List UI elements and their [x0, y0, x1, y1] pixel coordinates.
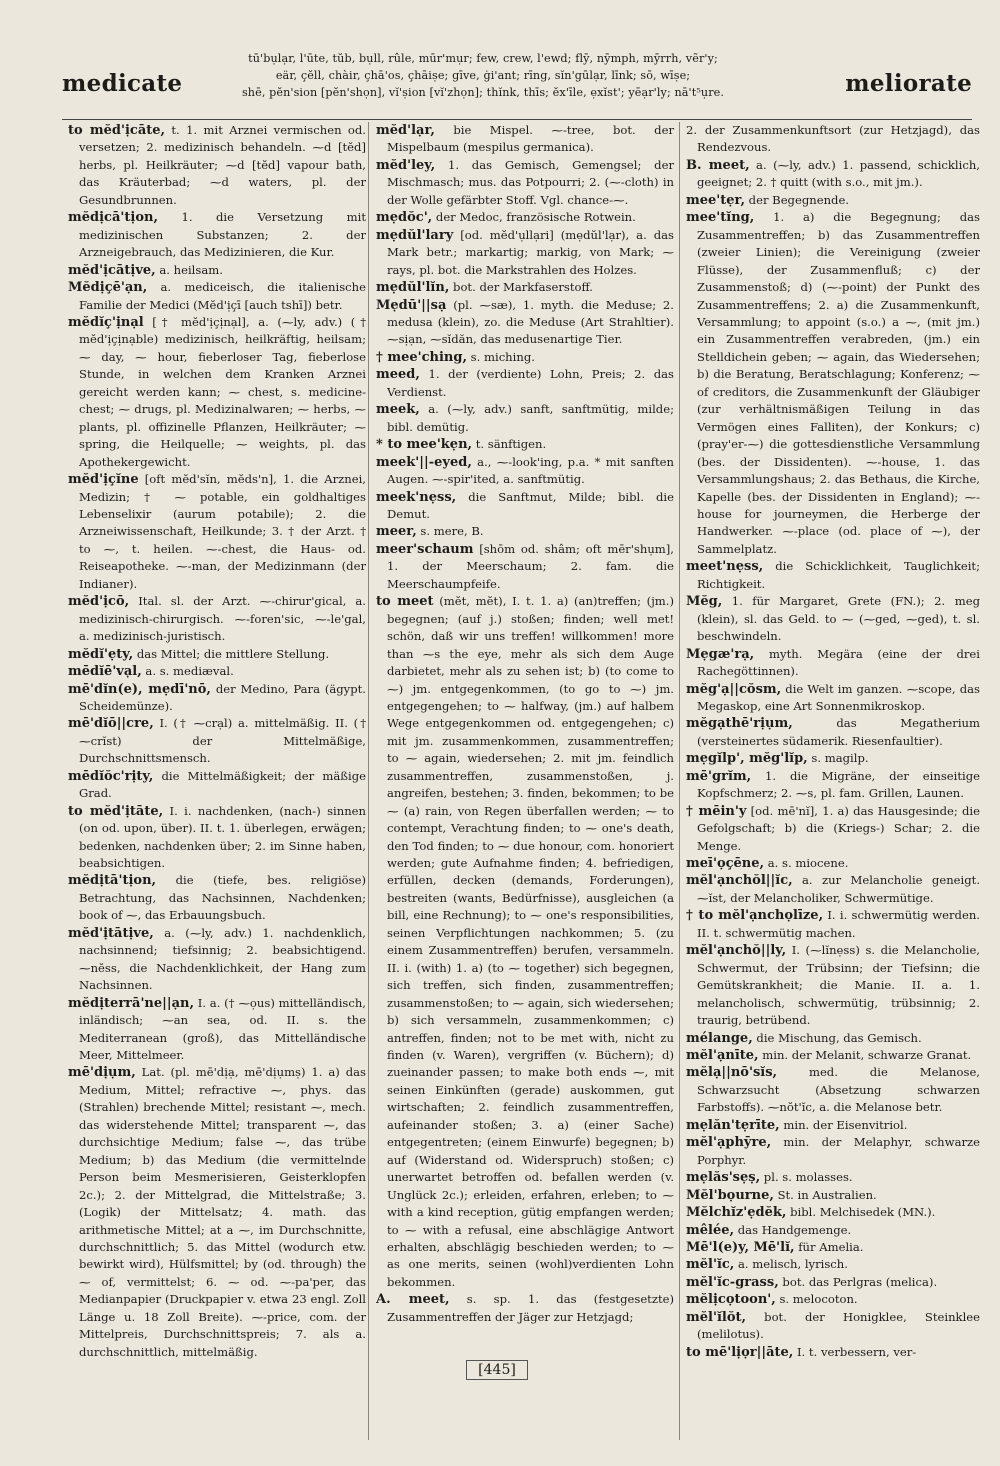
dictionary-entry: [686, 1047, 980, 1064]
entry-headword: mĕd'ịçĭne: [68, 472, 139, 488]
entry-definition: [od. mē'nĭ], 1. a) das Hausgesinde; die Gefolgschaft; b) die (Kriegs-) Schar; 2. die Menge.: [697, 803, 980, 853]
dictionary-entry: [376, 297, 674, 349]
dictionary-entry: [686, 1030, 980, 1047]
entry-definition: med. die Melanose, Schwarzsucht (Absetzung schwarzen Farbstoffs). ⁓nŏt'ĭc, a. die Melanose betr.: [697, 1065, 980, 1115]
entry-definition: die Welt im ganzen. ⁓scope, das Megaskop, eine Art Sonnenmikroskop.: [697, 681, 980, 713]
entry-headword: Mẹgæ'rạ,: [686, 646, 755, 662]
entry-headword: † to mĕl'ạnchọlīze,: [686, 908, 824, 924]
entry-definition: Lat. (pl. mē'dịạ, mē'dịụmṣ) 1. a) das Medium, Mittel; refractive ⁓, phys. das (Strahlen) brechende Mittel; resistant ⁓, mech. das widerstehende Mittel; transparent ⁓, das durchsichtige Medium; false ⁓, das trübe Medium; b) das Medium (die vermittelnde Person beim Mesmerisieren, Geisterklopfen 2c.); 2. der Mittelgrad, die Mittelstraße; 3. (Logik) der Mittelsatz; 4. math. das arithmetische Mittel; at a ⁓, im Durchschnitte, durchschnittlich; 5. das Mittel (wodurch etw. bewirkt wird), Hülfsmittel; by (od. through) the ⁓ of, vermittelst; 6. ⁓ od. ⁓-pa'per, das Medianpapier (Druckpapier v. etwa 23 engl. Zoll Länge u. 18 Zoll Breite). ⁓-price, com. der Mittelpreis, Durchschnittspreis; 7. als a. durchschnittlich, mittelmäßig.: [79, 1065, 366, 1359]
entry-headword: meek'nẹss,: [376, 489, 457, 505]
dictionary-entry: [376, 1291, 674, 1326]
entry-headword: mĕdịcā'tịon,: [68, 210, 158, 226]
entry-definition: s. magilp.: [807, 751, 869, 766]
entry-definition: die Mittelmäßigkeit; der mäßige Grad.: [79, 768, 366, 801]
entry-definition: der Medino, Para (ägypt. Scheidemünze).: [79, 681, 366, 713]
running-head: [62, 46, 972, 114]
dictionary-entry: [376, 279, 674, 296]
dictionary-entry: [686, 907, 980, 942]
entry-headword: meet'nẹss,: [686, 559, 764, 575]
dictionary-entry: [376, 366, 674, 401]
entry-definition: min. der Eisenvitriol.: [779, 1117, 908, 1132]
entry-definition: [od. mĕd'ụllạri] (mẹdŭl'lạr), a. das Mark betr.; markartig; markig, von Mark; ⁓ rays, pl. bot. die Markstrahlen des Holzes.: [387, 227, 674, 277]
entry-headword: mee'tẹr,: [686, 192, 745, 208]
entry-definition: bot. der Markfaserstoff.: [449, 280, 593, 295]
entry-definition: s. melocoton.: [775, 1292, 858, 1307]
entry-definition: [oft mĕd'sĭn, mĕds'n], 1. die Arznei, Medizin; † ⁓ potable, ein goldhaltiges Lebenselixir (aurum potabile); 2. die Arzneiwissenschaft, Heilkunde; 3. † der Arzt. † to ⁓, t. heilen. ⁓-chest, die Haus- od. Reiseapotheke. ⁓-man, der Medizinmann (der Indianer).: [79, 472, 366, 591]
dictionary-entry: [686, 715, 980, 750]
entry-headword: mĕlạ||nō'sĭs,: [686, 1065, 778, 1081]
entry-headword: Mĕlchĭz'ẹdĕk,: [686, 1205, 787, 1221]
entry-headword: mĕl'ạnchŏ||ly,: [686, 943, 787, 959]
entry-headword: mĕd'ịtātịve,: [68, 925, 154, 941]
entry-definition: das Handgemenge.: [734, 1222, 852, 1237]
column-2: [376, 122, 674, 1440]
entry-definition: bot. der Honigklee, Steinklee (melilotus).: [697, 1309, 980, 1342]
entry-definition: min. der Melaphyr, schwarze Porphyr.: [697, 1135, 980, 1167]
entry-headword: mẹdŭl'lĭn,: [376, 280, 450, 296]
entry-headword: Mĕl'bọurne,: [686, 1187, 774, 1203]
dictionary-entry: [686, 768, 980, 803]
dictionary-entry: [68, 768, 366, 803]
entry-headword: Mĕdịçē'ạn,: [68, 280, 148, 296]
entry-definition: für Amelia.: [794, 1240, 864, 1254]
entry-headword: mēdĭē'vạl,: [68, 664, 142, 680]
dictionary-entry: [68, 995, 366, 1065]
entry-definition: s. sp. 1. das (festgesetzte) Zusammentreffen der Jäger zur Hetzjagd;: [387, 1292, 674, 1324]
dictionary-entry: [686, 1239, 980, 1256]
entry-headword: Mẹdū'||sạ: [376, 297, 447, 313]
entry-definition: a. s. mediæval.: [141, 664, 234, 679]
entry-headword: mĕgạthē'rịụm,: [686, 716, 793, 732]
entry-headword: mĕd'ịcātịve,: [68, 262, 156, 278]
entry-headword: mĕd'ịcō,: [68, 594, 130, 610]
dictionary-entry: [376, 157, 674, 209]
entry-headword: mĕlịcọtoon',: [686, 1292, 776, 1308]
dictionary-entry: [686, 209, 980, 558]
entry-definition: [† mĕd'ịçịnạl], a. (⁓ly, adv.) († mĕd'ịçịnạble) medizinisch, heilkräftig, heilsam; ⁓ day, ⁓ hour, fieberloser Tag, fieberlose Stunde, in welchen dem Kranken Arznei gereicht werden kann; ⁓ chest, s. medicine-chest; ⁓ drugs, pl. Medizinalwaren; ⁓ herbs, ⁓ plants, pl. offizinelle Pflanzen, Heilkräuter; ⁓ spring, die Heilquelle; ⁓ weights, pl. das Apothekergewicht.: [79, 314, 366, 469]
dictionary-entry: [686, 122, 980, 157]
dictionary-entry: [376, 209, 674, 226]
entry-definition: Ital. sl. der Arzt. ⁓-chirur'gical, a. medizinisch-chirurgisch. ⁓-foren'sic, ⁓-le'gal, a. medizinisch-juristisch.: [79, 594, 366, 644]
entry-definition: bie Mispel. ⁓-tree, bot. der Mispelbaum (mespilus germanica).: [387, 123, 674, 155]
dictionary-entry: [686, 942, 980, 1029]
dictionary-entry: [686, 1134, 980, 1169]
pronunciation-key-line: tū'bụlạr, l'ūte, tŭb, bụll, rûle, mūr'mụr; few, crew, l'ewd; flȳ, nȳmph, mȳrrh, vẽr'y;: [248, 52, 718, 65]
entry-definition: s. miching.: [466, 349, 535, 364]
entry-headword: † mēin'y: [686, 803, 747, 819]
dictionary-entry: [376, 401, 674, 436]
dictionary-entry: [686, 1344, 980, 1361]
entry-definition: [shōm od. shâm; oft mēr'shụm], 1. der Meerschaum; 2. fam. die Meerschaumpfeife.: [387, 541, 674, 591]
dictionary-entry: [68, 314, 366, 471]
entry-headword: meed,: [376, 367, 420, 383]
entry-headword: A. meet,: [376, 1292, 450, 1308]
dictionary-entry: [686, 157, 980, 192]
entry-headword: mĕl'ĭc-grass,: [686, 1274, 779, 1290]
entry-headword: mĕl'ĭlŏt,: [686, 1309, 747, 1325]
entry-headword: mĕg'ạ||cŏsm,: [686, 681, 782, 697]
entry-headword: mē'dĭn(e), mẹdī'nō,: [68, 681, 211, 697]
dictionary-entry: [686, 558, 980, 593]
entry-definition: (mĕt, mĕt), I. t. 1. a) (an)treffen; (jm.) begegnen; (auf j.) stoßen; finden; well met! schön, daß wir uns treffen! willkommen! more than ⁓s the eye, mehr als sich dem Auge darbietet, mehr als zu sehen ist; b) (to come to ⁓) jm. entgegenkommen, (to go to ⁓) jm. entgegengehen; to ⁓ halfway, (jm.) auf halbem Wege entgegenkommen od. entgegengehen; c) mit jm. zusammenkommen, zusammentreffen; to ⁓ again, wiedersehen; 2. mit jm. feindlich zusammentreffen, zusammenstoßen, j. angreifen, bestehen; 3. finden, bekommen; to be ⁓ (a) rain, von Regen überfallen werden; ⁓ to contempt, Verachtung finden; to ⁓ one's death, den Tod finden; to ⁓ due honour, com. honoriert werden; gute Aufnahme finden; 4. befriedigen, erfüllen, decken (demands, Forderungen), bestreiten (wants, Bedürfnisse), ausgleichen (a bill, eine Rechnung); to ⁓ one's responsibilities, seinen Verpflichtungen nachkommen; 5. (zu einem Zusammentreffen) berufen, versammeln. II. i. (with) 1. a) (to ⁓ together) sich begegnen, sich treffen, sich finden, zusammentreffen; zusammenstoßen; to ⁓ again, sich wiedersehen; b) sich versammeln, zusammenkommen; c) antreffen, finden; not to be met with, nicht zu finden (v. Waren), vergriffen (v. Büchern); d) zueinander passen; to make both ends ⁓, mit seinen Einkünften (gerade) auskommen, gut wirtschaften; 2. feindlich zusammentreffen, aufeinander stoßen; 3. a) (einer Sache) entgegentreten; (einem Einwurfe) begegnen; b) auf (Widerstand od. Widerspruch) stoßen; c) unerwartet betroffen od. befallen werden (v. Unglück 2c.); erleiden, erfahren, erleben; to ⁓ with a kind reception, gütig empfangen werden; to ⁓ with a refusal, eine abschlägige Antwort erhalten, abschlägig beschieden werden; to ⁓ as one merits, seinen (wohl)verdienten Lohn bekommen.: [387, 594, 674, 1289]
dictionary-entry: [68, 122, 366, 209]
entry-headword: mē'grĭm,: [686, 768, 752, 784]
entry-definition: 1. a) die Begegnung; das Zusammentreffen; b) das Zusammentreffen (zweier Linien); die Vereinigung (zweier Flüsse), der Zusammenfluß; c) der Zusammenstoß; d) (⁓-point) der Punkt des Zusammentreffens; 2. a) die Zusammenkunft, Versammlung; to appoint (s.o.) a ⁓, (mit jm.) ein Zusammentreffen verabreden, (jm.) ein Stelldichein geben; ⁓ again, das Wiedersehen; b) die Beratung, Beratschlagung; Konferenz; ⁓ of creditors, die Zusammenkunft der Gläubiger (zur verhältnismäßigen Teilung in das Vermögen eines Falliten), der Konkurs; c) (pray'er-⁓) die gottesdienstliche Versammlung (bes. der Dissidenten). ⁓-house, 1. das Versammlungshaus; 2. das Bethaus, die Kirche, Kapelle (bes. der Dissidenten in England); ⁓-house for journeymen, die Herberge der Handwerker. ⁓-place (od. place of ⁓), der Sammelplatz.: [697, 210, 980, 556]
dictionary-entry: [686, 1256, 980, 1273]
entry-headword: * to mee'kẹn,: [376, 437, 473, 453]
entry-definition: die Schicklichkeit, Tauglichkeit; Richtigkeit.: [697, 559, 980, 591]
dictionary-entry: [68, 209, 366, 261]
dictionary-entry: [686, 1187, 980, 1204]
entry-headword: to mĕd'ịtāte,: [68, 803, 164, 819]
dictionary-entry: [376, 349, 674, 366]
entry-headword: mĕl'ạphȳre,: [686, 1135, 772, 1151]
dictionary-entry: [68, 681, 366, 716]
dictionary-entry: [686, 1169, 980, 1186]
dictionary-entry: [686, 750, 980, 767]
entry-headword: meer,: [376, 524, 417, 540]
dictionary-entry: [68, 872, 366, 924]
entry-definition: s. mere, B.: [416, 524, 484, 539]
entry-definition: 2. der Zusammenkunftsort (zur Hetzjagd), das Rendezvous.: [686, 123, 980, 155]
entry-definition: das Megatherium (versteinertes südamerik. Riesenfaultier).: [697, 716, 980, 748]
dictionary-entry: [68, 279, 366, 314]
entry-headword: meer'schaum: [376, 541, 474, 557]
entry-headword: Mē'l(e)y, Mē'lĭ,: [686, 1240, 795, 1255]
dictionary-entry: [68, 593, 366, 645]
column-3: [686, 122, 980, 1440]
column-divider: [679, 122, 680, 1440]
entry-definition: I. i. schwermütig werden. II. t. schwermütig machen.: [697, 908, 980, 940]
dictionary-entry: [68, 471, 366, 593]
dictionary-entry: [686, 681, 980, 716]
dictionary-entry: [376, 454, 674, 489]
entry-definition: I. t. verbessern, ver-: [793, 1344, 917, 1359]
entry-definition: bibl. Melchisedek (MN.).: [786, 1205, 936, 1220]
entry-definition: der Medoc, französische Rotwein.: [432, 210, 636, 225]
entry-definition: pl. s. molasses.: [760, 1170, 853, 1185]
entry-definition: die (tiefe, bes. religiöse) Betrachtung, das Nachsinnen, Nachdenken; book of ⁓, das Erbauungsbuch.: [79, 873, 366, 923]
dictionary-entry: [686, 1274, 980, 1291]
entry-headword: mē'dịụm,: [68, 1065, 136, 1081]
entry-headword: to mĕd'ịcāte,: [68, 123, 166, 138]
entry-definition: min. der Melanit, schwarze Granat.: [758, 1048, 972, 1063]
entry-headword: mẹlăn'tẹrīte,: [686, 1117, 780, 1133]
entry-headword: Mĕg,: [686, 594, 723, 610]
entry-definition: St. in Australien.: [773, 1187, 877, 1202]
dictionary-entry: [686, 872, 980, 907]
entry-headword: mee'tĭng,: [686, 210, 755, 226]
entry-definition: das Mittel; die mittlere Stellung.: [133, 646, 330, 661]
entry-definition: a. mediceisch, die italienische Familie der Medici (Mĕd'ịçī [auch tshī]) betr.: [79, 280, 366, 312]
dictionary-entry: [376, 523, 674, 540]
entry-definition: a. melisch, lyrisch.: [734, 1257, 848, 1272]
entry-definition: a., ⁓-look'ing, p.a. * mit sanften Augen. ⁓-spir'ited, a. sanftmütig.: [387, 454, 674, 487]
entry-headword: mĕdịterrā'ne||ạn,: [68, 995, 195, 1011]
dictionary-entry: [68, 262, 366, 279]
entry-definition: a. s. miocene.: [764, 856, 849, 871]
dictionary-entry: [376, 489, 674, 524]
entry-headword: to mē'lịọr||āte,: [686, 1344, 794, 1360]
dictionary-entry: [686, 1117, 980, 1134]
entry-headword: to meet: [376, 594, 434, 610]
entry-definition: 1. die Versetzung mit medizinischen Substanzen; 2. der Arzneigebrauch, das Medizinieren, die Kur.: [79, 210, 366, 260]
entry-headword: meek,: [376, 402, 420, 418]
dictionary-entry: [68, 663, 366, 680]
entry-definition: (pl. ⁓sæ), 1. myth. die Meduse; 2. medusa (klein), zo. die Meduse (Art Strahltier). ⁓sịạn, ⁓sĭdăn, das medusenartige Tier.: [387, 297, 674, 347]
entry-headword: mélange,: [686, 1030, 753, 1046]
entry-columns: [62, 122, 980, 1440]
entry-headword: mĕdịtā'tịon,: [68, 873, 157, 889]
dictionary-entry: [686, 192, 980, 209]
dictionary-entry: [686, 593, 980, 645]
entry-headword: mẹgĭlp', mĕg'lĭp,: [686, 751, 808, 767]
dictionary-entry: [376, 593, 674, 1291]
entry-definition: I. i. nachdenken, (nach-) sinnen (on od. upon, über). II. t. 1. überlegen, erwägen; bedenken, nachdenken über; 2. im Sinne haben, beabsichtigen.: [79, 803, 366, 871]
entry-definition: t. sänftigen.: [472, 437, 547, 452]
column-divider: [368, 122, 369, 1440]
entry-definition: a. heilsam.: [155, 262, 223, 277]
entry-headword: mĕdĭç'ịnạl: [68, 314, 144, 330]
dictionary-entry: [686, 1064, 980, 1116]
dictionary-entry: [686, 1222, 980, 1239]
entry-headword: B. meet,: [686, 157, 750, 173]
entry-definition: t. 1. mit Arznei vermischen od. versetzen; 2. medizinisch behandeln. ⁓d [tĕd] herbs, pl. Heilkräuter; ⁓d [tĕd] vapour bath, das Kräuterbad; ⁓d waters, pl. der Gesundbrunnen.: [79, 123, 366, 207]
page-number: [445]: [466, 1360, 528, 1380]
dictionary-entry: [68, 803, 366, 873]
entry-definition: 1. das Gemisch, Gemengsel; der Mischmasch; mus. das Potpourri; 2. (⁓-cloth) in der Wolle gefärbter Stoff. Vgl. chance-⁓.: [387, 157, 674, 207]
entry-definition: der Begegnende.: [744, 192, 850, 207]
entry-headword: mēdĭŏc'rịty,: [68, 768, 154, 784]
entry-headword: meī'ọçēne,: [686, 856, 765, 872]
entry-definition: I. († ⁓crạl) a. mittelmäßig. II. († ⁓crĭst) der Mittelmäßige, Durchschnittsmensch.: [79, 716, 366, 766]
entry-headword: mĕd'ley,: [376, 157, 436, 173]
entry-headword: mẹlăs'sẹṣ,: [686, 1170, 761, 1186]
entry-definition: 1. der (verdiente) Lohn, Preis; 2. das Verdienst.: [387, 367, 674, 399]
entry-headword: mĕdĭ'ẹty,: [68, 646, 134, 662]
pronunciation-key: [222, 50, 744, 101]
entry-definition: die Sanftmut, Milde; bibl. die Demut.: [387, 489, 674, 521]
guide-word-right: meliorate: [845, 70, 972, 97]
entry-headword: mêlée,: [686, 1222, 735, 1238]
entry-definition: I. (⁓lĭnẹss) s. die Melancholie, Schwermut, der Trübsinn; der Tiefsinn; die Gemütskrankheit; die Manie. II. a. 1. melancholisch, schwermütig, trübsinnig; 2. traurig, betrübend.: [697, 943, 980, 1028]
entry-headword: mẹdŏc',: [376, 210, 433, 226]
entry-headword: mĕl'ạnīte,: [686, 1048, 759, 1064]
entry-headword: mĕl'ạnchŏl||ĭc,: [686, 873, 793, 889]
guide-word-left: medicate: [62, 70, 183, 97]
dictionary-entry: [68, 715, 366, 767]
dictionary-entry: [686, 1204, 980, 1221]
dictionary-entry: [68, 925, 366, 995]
dictionary-entry: [686, 803, 980, 855]
entry-definition: I. a. († ⁓ọus) mittelländisch, inländisch; ⁓an sea, od. II. s. the Mediterranean (groß), das Mittelländische Meer, Mittelmeer.: [79, 995, 366, 1063]
entry-headword: † mee'ching,: [376, 349, 467, 365]
entry-definition: myth. Megära (eine der drei Rachegöttinnen).: [697, 646, 980, 679]
entry-definition: die Mischung, das Gemisch.: [752, 1030, 922, 1045]
entry-headword: meek'||-eyed,: [376, 454, 472, 470]
pronunciation-key-line: shē, pĕn'sion [pĕn'shọn], vĭ'ṣion [vĭ'zhọn]; thĭnk, thīs; ĕx'īle, ẹxĭst'; yēạr'ly; nā't⁵ụre.: [241, 86, 725, 99]
dictionary-entry: [68, 1064, 366, 1361]
dictionary-entry: [376, 227, 674, 279]
entry-definition: bot. das Perlgras (melica).: [778, 1274, 938, 1289]
entry-headword: mẹdŭl'lary: [376, 227, 454, 243]
entry-definition: 1. für Margaret, Grete (FN.); 2. meg (klein), sl. das Geld. to ⁓ (⁓ged, ⁓ged), t. sl. beschwindeln.: [697, 594, 980, 644]
dictionary-entry: [376, 541, 674, 593]
column-1: [68, 122, 366, 1440]
entry-headword: mĕl'ĭc,: [686, 1257, 735, 1273]
entry-definition: a. zur Melancholie geneigt. ⁓ĭst, der Melancholiker, Schwermütige.: [697, 873, 980, 905]
dictionary-entry: [68, 646, 366, 663]
dictionary-entry: [686, 646, 980, 681]
entry-definition: 1. die Migräne, der einseitige Kopfschmerz; 2. ⁓s, pl. fam. Grillen, Launen.: [697, 768, 980, 801]
dictionary-entry: [686, 1309, 980, 1344]
dictionary-entry: [376, 436, 674, 453]
header-rule: [62, 119, 972, 120]
entry-definition: a. (⁓ly, adv.) 1. nachdenklich, nachsinnend; tiefsinnig; 2. beabsichtigend. ⁓nĕss, die Nachdenklichkeit, der Hang zum Nachsinnen.: [79, 925, 366, 993]
dictionary-entry: [686, 855, 980, 872]
entry-definition: a. (⁓ly, adv.) 1. passend, schicklich, geeignet; 2. † quitt (with s.o., mit jm.).: [697, 157, 980, 190]
entry-definition: a. (⁓ly, adv.) sanft, sanftmütig, milde; bibl. demütig.: [387, 402, 674, 434]
entry-headword: mē'dĭō||cre,: [68, 716, 154, 732]
pronunciation-key-line: eär, çĕll, chàir, çhā'os, çhāiṣe; gīve, ġi'ant; rīng, sĭn'gūlạr, līnk; sō, wīṣe;: [275, 69, 691, 82]
dictionary-entry: [376, 122, 674, 157]
entry-headword: mĕd'lạr,: [376, 123, 435, 138]
dictionary-entry: [686, 1291, 980, 1308]
